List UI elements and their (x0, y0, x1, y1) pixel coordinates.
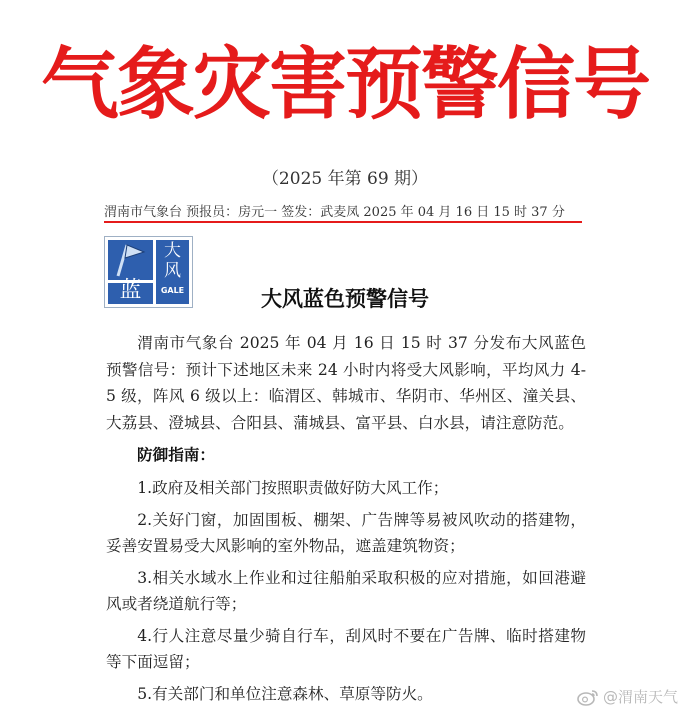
red-divider-rule (104, 221, 582, 223)
wind-flag-icon (110, 242, 151, 278)
signal-type-char-1: 大 (164, 241, 181, 261)
guide-item-1: 1.政府及相关部门按照职责做好防大风工作； (137, 479, 449, 497)
document-title: 气象灾害预警信号 (40, 39, 649, 130)
issue-number: （2025 年第 69 期） (261, 169, 429, 189)
signal-type-char-2: 风 (164, 261, 181, 281)
guide-item-2: 2.关好门窗，加固围板、棚架、广告牌等易被风吹动的搭建物，妥善安置易受大风影响的室外物品，遮盖建筑物资； (106, 510, 586, 555)
defense-guide-heading: 防御指南： (137, 445, 215, 464)
signal-title: 大风蓝色预警信号 (261, 287, 429, 311)
defense-guide-list (106, 475, 586, 712)
weibo-icon (577, 688, 599, 706)
watermark (577, 686, 678, 707)
signal-type-english: GALE (160, 286, 185, 295)
guide-item-5: 5.有关部门和单位注意森林、草原等防火。 (137, 684, 433, 703)
guide-item-4: 4.行人注意尽量少骑自行车，刮风时不要在广告牌、临时搭建物等下面逗留； (106, 626, 586, 671)
signal-level-char: 蓝 (119, 278, 142, 303)
issuer-meta-line: 渭南市气象台 预报员：房元一 签发：武麦凤 2025 年 04 月 16 日 15 时 37 分 (104, 205, 565, 220)
warning-body-paragraph: 渭南市气象台 2025 年 04 月 16 日 15 时 37 分发布大风蓝色预警信号：预计下述地区未来 24 小时内将受大风影响，平均风力 4-5 级，阵风 6 级以上：临渭区、韩城市、华阴市、华州区、潼关县、大荔县、澄城县、合阳县、蒲城县、富平县、白水县，请注意防范。 (106, 334, 586, 432)
watermark-text: @渭南天气 (602, 688, 678, 706)
guide-item-3: 3.相关水域水上作业和过往船舶采取积极的应对措施，如回港避风或者绕道航行等； (106, 568, 586, 613)
